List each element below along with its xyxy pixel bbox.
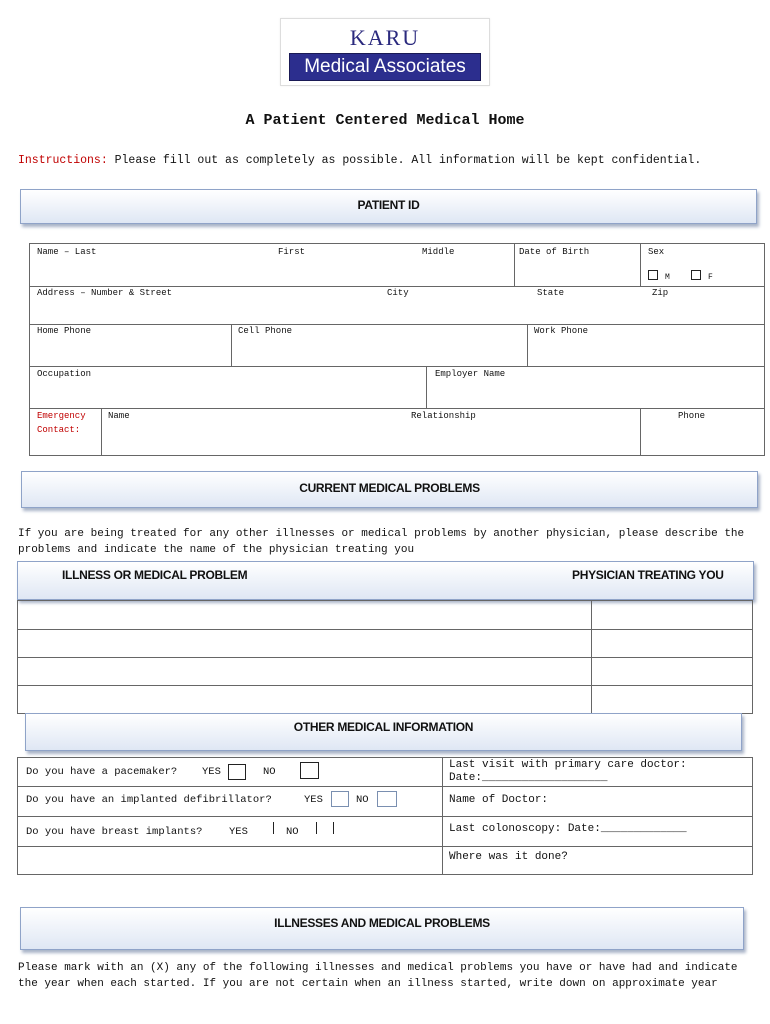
defib-yes-checkbox[interactable] [331, 791, 349, 807]
colonoscopy-date-field[interactable]: Last colonoscopy: Date:_____________ [449, 823, 687, 835]
label-home-phone: Home Phone [37, 326, 92, 336]
pacemaker-yes-label: YES [202, 766, 221, 778]
label-ec-phone: Phone [678, 411, 706, 421]
q-pacemaker: Do you have a pacemaker? [26, 766, 178, 778]
col-physician: PHYSICIAN TREATING YOU [572, 568, 724, 582]
label-address: Address – Number & Street [37, 288, 173, 298]
illness-table [17, 600, 753, 714]
label-first: First [278, 247, 306, 257]
label-city: City [387, 288, 409, 298]
q-defibrillator: Do you have an implanted defibrillator? [26, 794, 272, 806]
pacemaker-no-checkbox[interactable] [300, 762, 319, 779]
last-visit-date-field[interactable]: Date:___________________ [449, 772, 608, 784]
label-work-phone: Work Phone [534, 326, 589, 336]
section-patient-id: PATIENT ID [20, 189, 757, 224]
defib-no-checkbox[interactable] [377, 791, 397, 807]
page-title: A Patient Centered Medical Home [245, 112, 525, 129]
implants-no-label: NO [286, 826, 299, 838]
logo-name: KARU [349, 25, 421, 50]
illness-table-header [17, 561, 754, 600]
instructions-text: Please fill out as completely as possible. All information will be kept confidential. [107, 154, 702, 167]
label-cell-phone: Cell Phone [238, 326, 293, 336]
label-sex: Sex [648, 247, 665, 257]
label-ec-name: Name [108, 411, 130, 421]
practice-logo [280, 18, 490, 86]
label-contact: Contact: [37, 425, 81, 435]
label-ec-relationship: Relationship [411, 411, 476, 421]
colonoscopy-location-label: Where was it done? [449, 851, 568, 863]
label-sex-m: M [665, 273, 670, 282]
doctor-name-label: Name of Doctor: [449, 794, 549, 806]
instructions-label: Instructions: [18, 154, 108, 167]
section-other-info: OTHER MEDICAL INFORMATION [25, 713, 742, 751]
implants-no-checkbox[interactable] [333, 822, 334, 834]
label-occupation: Occupation [37, 369, 92, 379]
label-zip: Zip [652, 288, 669, 298]
section-illnesses: ILLNESSES AND MEDICAL PROBLEMS [20, 907, 744, 950]
q-breast-implants: Do you have breast implants? [26, 826, 203, 838]
last-visit-label: Last visit with primary care doctor: [449, 759, 687, 771]
defib-no-label: NO [356, 794, 369, 806]
label-name-last: Name – Last [37, 247, 97, 257]
sex-f-checkbox[interactable] [691, 270, 701, 280]
logo-subtitle: Medical Associates [289, 53, 481, 81]
label-dob: Date of Birth [519, 247, 590, 257]
illnesses-instructions: Please mark with an (X) any of the following illnesses and medical problems you have or have had and indicate the year when each started. If you are not certain when an illness started, write down on approximate year [18, 962, 738, 990]
pacemaker-no-label: NO [263, 766, 276, 778]
section-current-problems: CURRENT MEDICAL PROBLEMS [21, 471, 758, 508]
instructions [18, 152, 758, 169]
pacemaker-yes-checkbox[interactable] [228, 764, 246, 780]
defib-yes-label: YES [304, 794, 323, 806]
label-sex-f: F [708, 273, 713, 282]
sex-m-checkbox[interactable] [648, 270, 658, 280]
implants-yes-label: YES [229, 826, 248, 838]
label-middle: Middle [422, 247, 455, 257]
implants-yes-checkbox[interactable] [273, 822, 274, 834]
patient-id-table [29, 243, 765, 456]
label-emergency: Emergency [37, 411, 86, 421]
other-info-table [17, 757, 753, 875]
col-illness: ILLNESS OR MEDICAL PROBLEM [62, 568, 248, 582]
current-problems-instructions: If you are being treated for any other illnesses or medical problems by another physician, please describe the problems and indicate the name of the physician treating you [18, 528, 745, 556]
label-state: State [537, 288, 565, 298]
label-employer: Employer Name [435, 369, 506, 379]
